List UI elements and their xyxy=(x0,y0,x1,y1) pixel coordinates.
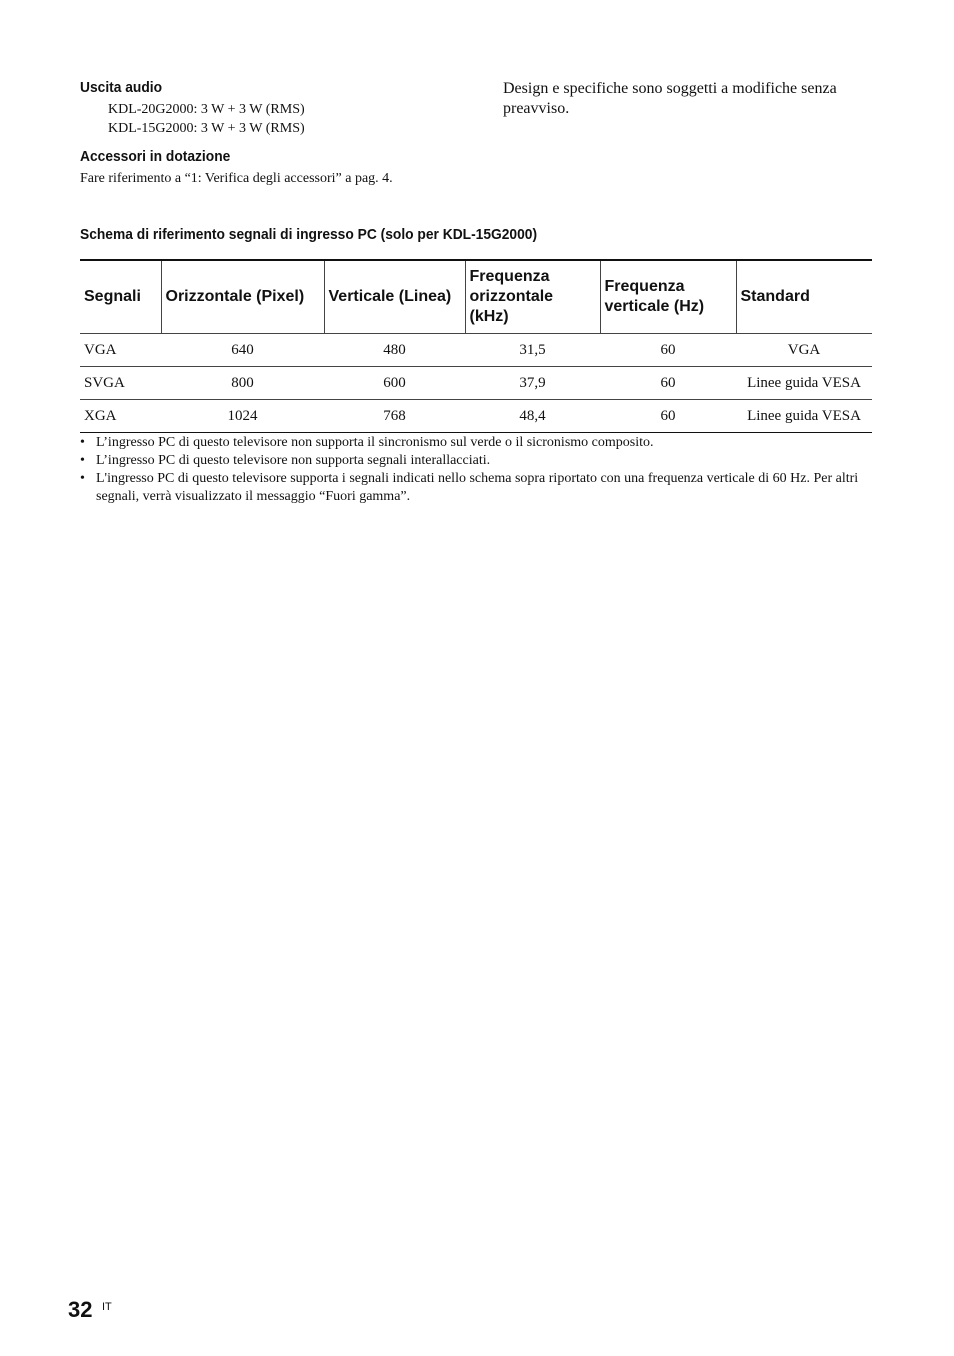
header-freq-orizzontale: Frequenza orizzontale (kHz) xyxy=(465,260,600,334)
audio-spec-line: KDL-15G2000: 3 W + 3 W (RMS) xyxy=(108,121,305,136)
audio-output-heading: Uscita audio xyxy=(80,79,163,96)
header-segnali: Segnali xyxy=(84,288,141,305)
pc-signal-table xyxy=(80,259,872,433)
accessories-heading: Accessori in dotazione xyxy=(80,148,231,165)
page-number: 32 xyxy=(68,1297,93,1322)
table-row xyxy=(80,400,872,433)
bullet-icon: • xyxy=(80,453,85,468)
cell-signal: VGA xyxy=(80,334,161,367)
cell-v-freq: 60 xyxy=(600,367,736,400)
note-text: L’ingresso PC di questo televisore non supporta il sincronismo sul verde o il sicronismo composito. xyxy=(96,435,654,450)
header-verticale: Verticale (Linea) xyxy=(324,260,465,334)
table-header-row xyxy=(80,260,872,334)
cell-h-freq: 48,4 xyxy=(465,400,600,433)
cell-horizontal: 800 xyxy=(161,367,324,400)
cell-vertical: 600 xyxy=(324,367,465,400)
bullet-icon: • xyxy=(80,435,85,450)
cell-vertical: 768 xyxy=(324,400,465,433)
specifications-notice: Design e specifiche sono soggetti a modifiche senza preavviso. xyxy=(503,80,837,117)
list-item xyxy=(80,434,880,452)
list-item xyxy=(80,452,880,470)
note-text: L’ingresso PC di questo televisore non supporta segnali interallacciati. xyxy=(96,453,491,468)
cell-vertical: 480 xyxy=(324,334,465,367)
cell-horizontal: 1024 xyxy=(161,400,324,433)
cell-signal: SVGA xyxy=(80,367,161,400)
notes-list xyxy=(80,434,880,506)
schema-title: Schema di riferimento segnali di ingresso PC (solo per KDL-15G2000) xyxy=(80,226,538,243)
cell-standard: Linee guida VESA xyxy=(736,400,872,433)
cell-standard: Linee guida VESA xyxy=(736,367,872,400)
table-row xyxy=(80,367,872,400)
list-item xyxy=(80,470,880,506)
cell-h-freq: 31,5 xyxy=(465,334,600,367)
table-row xyxy=(80,334,872,367)
header-orizzontale: Orizzontale (Pixel) xyxy=(161,260,324,334)
cell-h-freq: 37,9 xyxy=(465,367,600,400)
audio-spec-line: KDL-20G2000: 3 W + 3 W (RMS) xyxy=(108,102,305,117)
cell-signal: XGA xyxy=(80,400,161,433)
bullet-icon: • xyxy=(80,471,85,486)
note-text: L'ingresso PC di questo televisore supporta i segnali indicati nello schema sopra riportato con una frequenza verticale di 60 Hz. Per altri segnali, verrà visualizzato il messaggio “Fuori gamma”. xyxy=(96,471,859,504)
accessories-text: Fare riferimento a “1: Verifica degli accessori” a pag. 4. xyxy=(80,171,393,186)
cell-v-freq: 60 xyxy=(600,334,736,367)
cell-v-freq: 60 xyxy=(600,400,736,433)
header-freq-verticale: Frequenza verticale (Hz) xyxy=(600,260,736,334)
cell-horizontal: 640 xyxy=(161,334,324,367)
language-code: IT xyxy=(102,1301,112,1313)
cell-standard: VGA xyxy=(736,334,872,367)
header-standard: Standard xyxy=(736,260,872,334)
